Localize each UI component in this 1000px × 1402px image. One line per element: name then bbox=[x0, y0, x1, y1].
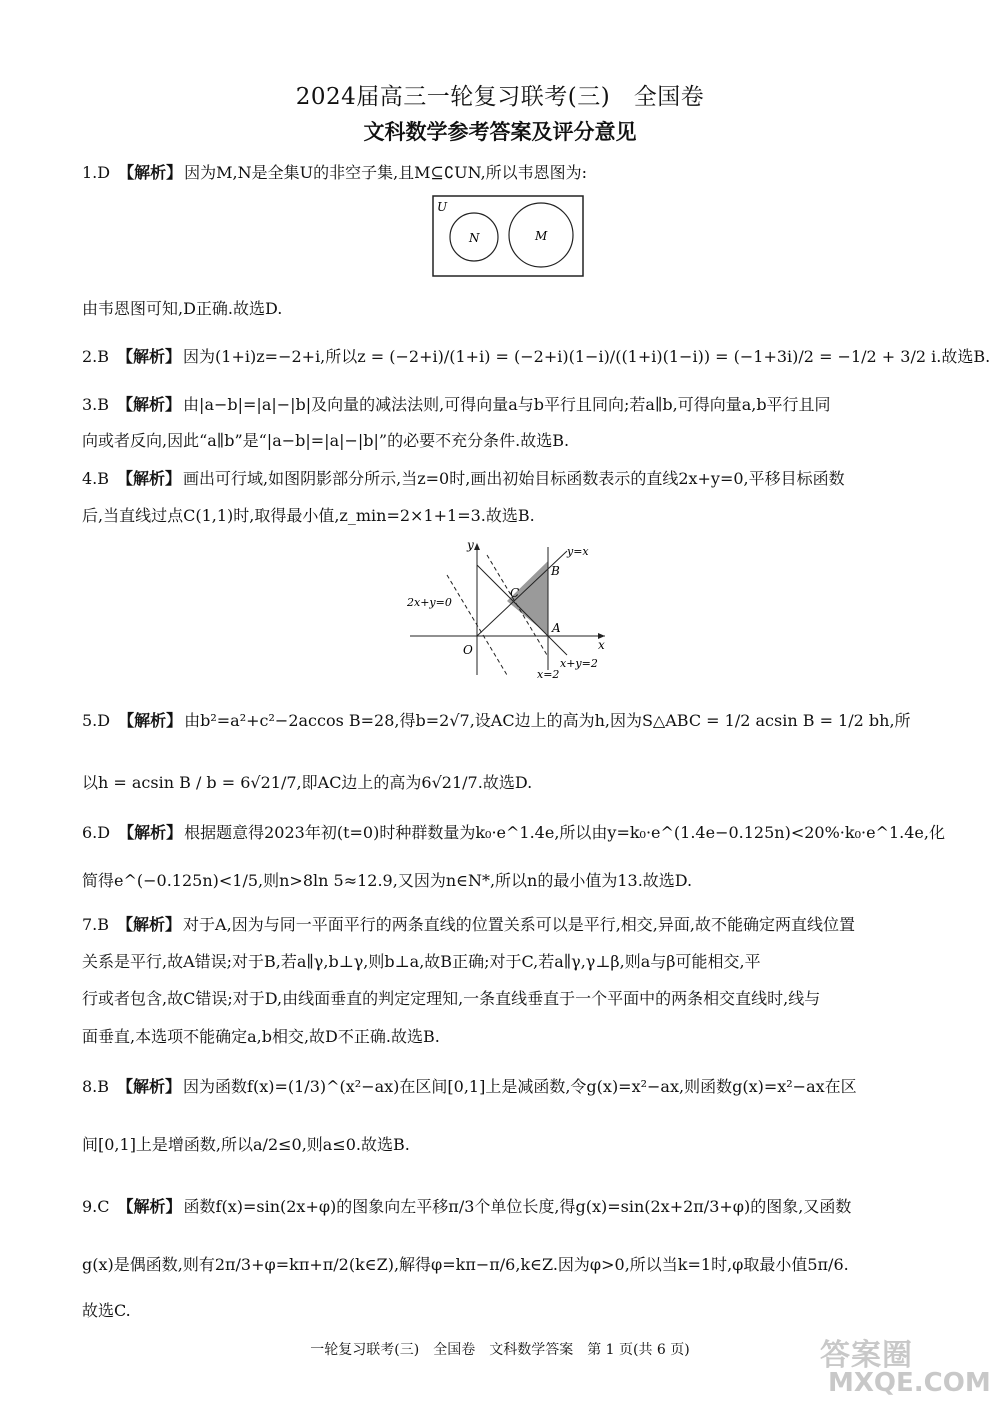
page-subtitle: 文科数学参考答案及评分意见 bbox=[363, 120, 637, 144]
label-origin: O bbox=[463, 643, 473, 657]
answer-7-line-1 bbox=[82, 912, 855, 935]
answer-7-line-3: 行或者包含,故C错误;对于D,由线面垂直的判定定理知,一条直线垂直于一个平面中的两条相交直线时,线与 bbox=[82, 989, 821, 1008]
watermark-line-2: MXQE.COM bbox=[828, 1368, 991, 1398]
answer-9-line-2: g(x)是偶函数,则有2π/3+φ=kπ+π/2(k∈Z),解得φ=kπ−π/6,k∈Z.因为φ>0,所以当k=1时,φ取最小值5π/6. bbox=[82, 1255, 849, 1274]
answer-number: 6.D bbox=[82, 823, 111, 842]
page-title: 2024届高三一轮复习联考(三) 全国卷 bbox=[295, 84, 705, 110]
answer-1-line-2: 由韦恩图可知,D正确.故选D. bbox=[82, 299, 283, 318]
answer-text: 由|a−b|=|a|−|b|及向量的减法法则,可得向量a与b平行且同向;若a∥b,可得向量a,b平行且同 bbox=[183, 395, 831, 414]
label-a: A bbox=[552, 621, 561, 635]
label-c: C bbox=[510, 586, 520, 600]
feasible-region-graph bbox=[405, 535, 615, 680]
answer-3-line-2: 向或者反向,因此“a∥b”是“|a−b|=|a|−|b|”的必要不充分条件.故选B. bbox=[82, 431, 570, 450]
answer-text: 画出可行域,如图阴影部分所示,当z=0时,画出初始目标函数表示的直线2x+y=0,平移目标函数 bbox=[183, 469, 845, 488]
y-axis-arrow bbox=[474, 543, 480, 550]
label-b: B bbox=[551, 564, 560, 578]
answer-text: 函数f(x)=sin(2x+φ)的图象向左平移π/3个单位长度,得g(x)=sin(2x+2π/3+φ)的图象,又函数 bbox=[183, 1197, 852, 1216]
answer-6-line-1 bbox=[82, 820, 945, 843]
analysis-tag: 【解析】 bbox=[118, 823, 183, 842]
answer-3-line-1 bbox=[82, 392, 831, 415]
answer-number: 5.D bbox=[82, 711, 111, 730]
analysis-tag: 【解析】 bbox=[117, 347, 182, 366]
watermark-line-1: 答案圈 bbox=[820, 1338, 913, 1373]
answer-number: 1.D bbox=[82, 163, 111, 182]
analysis-tag: 【解析】 bbox=[117, 395, 182, 414]
analysis-tag: 【解析】 bbox=[118, 711, 183, 730]
analysis-tag: 【解析】 bbox=[117, 915, 182, 934]
label-x: x bbox=[598, 638, 605, 652]
answer-9-line-3: 故选C. bbox=[82, 1301, 131, 1320]
answer-4-line-1 bbox=[82, 466, 845, 489]
answer-number: 4.B bbox=[82, 469, 110, 488]
answer-text: 根据题意得2023年初(t=0)时种群数量为k₀·e^1.4e,所以由y=k₀·e^(1.4e−0.125n)<20%·k₀·e^1.4e,化 bbox=[184, 823, 945, 842]
line-x-plus-y-equals-2 bbox=[477, 565, 567, 655]
label-y: y bbox=[467, 538, 474, 552]
answer-number: 7.B bbox=[82, 915, 110, 934]
answer-8-line-2: 间[0,1]上是增函数,所以a/2≤0,则a≤0.故选B. bbox=[82, 1135, 410, 1154]
venn-universe-label: U bbox=[437, 200, 448, 214]
venn-circle-n-label: N bbox=[469, 231, 480, 245]
analysis-tag: 【解析】 bbox=[117, 1197, 182, 1216]
label-x-plus-y-equals-2: x+y=2 bbox=[560, 657, 598, 670]
answer-text: 对于A,因为与同一平面平行的两条直线的位置关系可以是平行,相交,异面,故不能确定两直线位置 bbox=[183, 915, 855, 934]
answer-6-line-2: 简得e^(−0.125n)<1/5,则n>8ln 5≈12.9,又因为n∈N*,所以n的最小值为13.故选D. bbox=[82, 871, 693, 890]
analysis-tag: 【解析】 bbox=[117, 1077, 182, 1096]
answer-2-line-1 bbox=[82, 344, 990, 367]
watermark bbox=[820, 1330, 991, 1398]
analysis-tag: 【解析】 bbox=[117, 469, 182, 488]
venn-circle-m-label: M bbox=[535, 229, 548, 243]
answer-5-line-2: 以h = acsin B / b = 6√21/7,即AC边上的高为6√21/7.故选D. bbox=[82, 773, 533, 792]
answer-text: 因为(1+i)z=−2+i,所以z = (−2+i)/(1+i) = (−2+i)(1−i)/((1+i)(1−i)) = (−1+3i)/2 = −1/2 + 3/2 i.故选B. bbox=[183, 347, 991, 366]
answer-5-line-1 bbox=[82, 708, 911, 731]
label-x-equals-2: x=2 bbox=[537, 668, 560, 680]
label-y-equals-x: y=x bbox=[567, 545, 589, 558]
answer-text: 由b²=a²+c²−2accos B=28,得b=2√7,设AC边上的高为h,因为S△ABC = 1/2 acsin B = 1/2 bh,所 bbox=[184, 711, 911, 730]
answer-8-line-1 bbox=[82, 1074, 857, 1097]
label-2x-plus-y-equals-0: 2x+y=0 bbox=[407, 596, 452, 609]
answer-number: 9.C bbox=[82, 1197, 110, 1216]
venn-diagram bbox=[432, 195, 584, 277]
answer-7-line-4: 面垂直,本选项不能确定a,b相交,故D不正确.故选B. bbox=[82, 1027, 440, 1046]
answer-7-line-2: 关系是平行,故A错误;对于B,若a∥γ,b⊥γ,则b⊥a,故B正确;对于C,若a∥γ,γ⊥β,则a与β可能相交,平 bbox=[82, 952, 761, 971]
answer-number: 3.B bbox=[82, 395, 110, 414]
answer-9-line-1 bbox=[82, 1194, 851, 1217]
answer-text: 因为M,N是全集U的非空子集,且M⊆∁UN,所以韦恩图为: bbox=[184, 163, 588, 182]
answer-text: 因为函数f(x)=(1/3)^(x²−ax)在区间[0,1]上是减函数,令g(x)=x²−ax,则函数g(x)=x²−ax在区 bbox=[183, 1077, 857, 1096]
page-footer: 一轮复习联考(三) 全国卷 文科数学答案 第 1 页(共 6 页) bbox=[310, 1342, 690, 1358]
answer-1-line-1 bbox=[82, 160, 587, 183]
answer-number: 2.B bbox=[82, 347, 110, 366]
answer-number: 8.B bbox=[82, 1077, 110, 1096]
analysis-tag: 【解析】 bbox=[118, 163, 183, 182]
answer-4-line-2: 后,当直线过点C(1,1)时,取得最小值,z_min=2×1+1=3.故选B. bbox=[82, 506, 535, 525]
